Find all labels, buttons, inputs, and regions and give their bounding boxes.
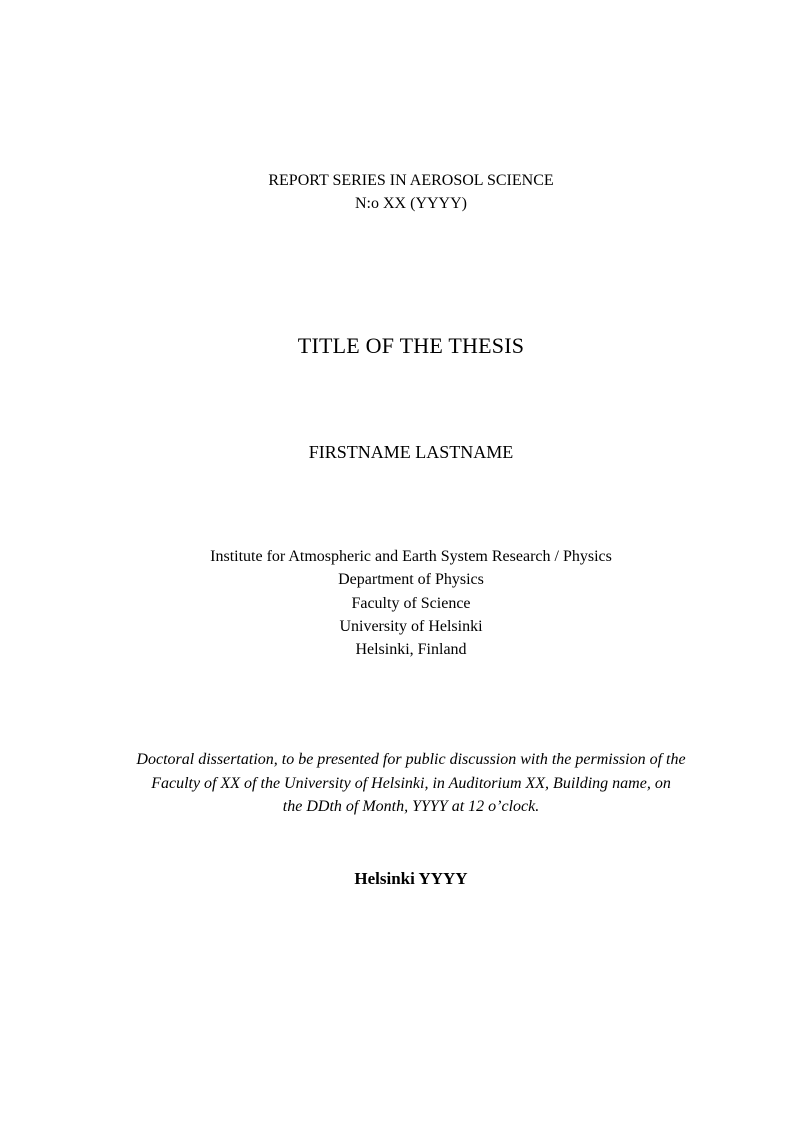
author-name: FIRSTNAME LASTNAME <box>308 442 514 462</box>
dissertation-note <box>28 748 794 819</box>
dissertation-note-line: Doctoral dissertation, to be presented for public discussion with the permission of the <box>136 751 686 768</box>
report-series-line: REPORT SERIES IN AEROSOL SCIENCE <box>268 172 554 189</box>
dissertation-note-line: the DDth of Month, YYYY at 12 o’clock. <box>282 798 540 815</box>
affiliation-line: Department of Physics <box>338 571 484 589</box>
thesis-title: TITLE OF THE THESIS <box>297 333 525 358</box>
report-series-header <box>28 169 794 215</box>
imprint-line: Helsinki YYYY <box>354 869 468 888</box>
affiliation-line: Faculty of Science <box>351 594 471 612</box>
affiliation-line: Institute for Atmospheric and Earth System Research / Physics <box>210 548 612 565</box>
affiliation-line: Helsinki, Finland <box>355 641 467 659</box>
report-number-line: N:o XX (YYYY) <box>355 195 467 212</box>
dissertation-note-line: Faculty of XX of the University of Helsinki, in Auditorium XX, Building name, on <box>151 774 671 792</box>
affiliation-line: University of Helsinki <box>339 617 483 635</box>
page-content <box>28 0 794 1123</box>
affiliation-block <box>28 545 794 661</box>
